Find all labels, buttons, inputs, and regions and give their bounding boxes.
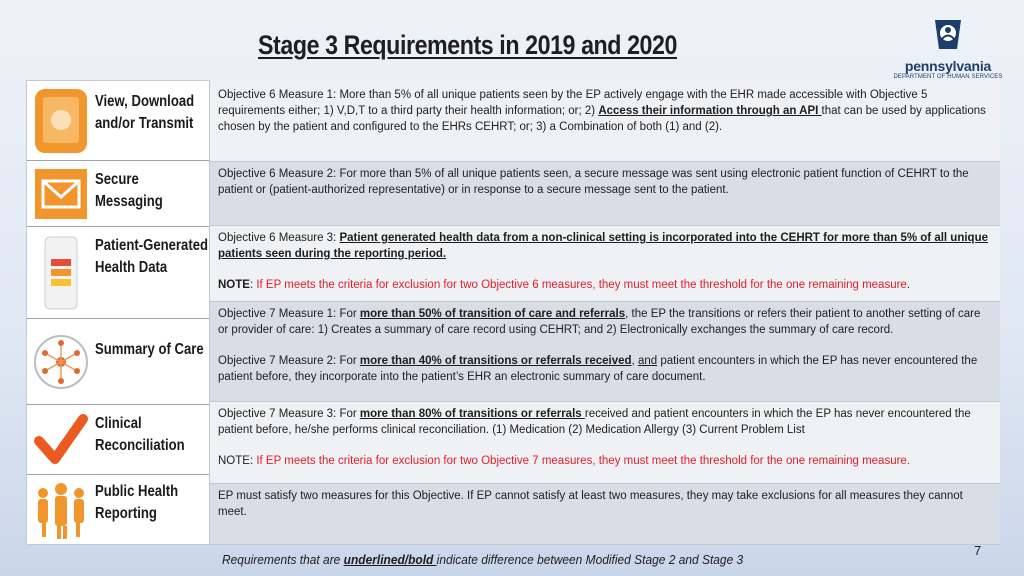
icon-row-secure-messaging [27,161,209,227]
icon-row-view-download [27,81,209,161]
requirements-table [210,80,1000,545]
footnote: Requirements that are underlined/bold indicate difference between Modified Stage 2 and Stage 3 [222,552,744,567]
logo-wordmark: pennsylvania [904,58,992,74]
icon-label-clinical-reconciliation: Clinical Reconciliation [95,415,185,454]
objectives-icon-column [26,80,210,545]
row-objective7-measures1-2: Objective 7 Measure 1: For more than 50% of transition of care and referrals, the EP the transitions or refers their patient to another setting of care or provider of care: 1) Creates a summary of care record using CEHRT; and 2) Electronically exchanges the summary of care record. Objective 7 Measure 2: For more than 40% of transitions or referrals received, and patient encounters in which the EP has never encountered the patient before, they incorporate into the patient’s EHR an electronic summary of care document. [210,302,1000,402]
icon-row-patient-generated [27,227,209,319]
icon-label-summary-of-care: Summary of Care [95,341,204,358]
icon-label-secure-messaging: Secure Messaging [95,171,163,210]
row-objective6-measure2: Objective 6 Measure 2: For more than 5% of all unique patients seen, a secure message was sent using electronic patient function of CEHRT to the patient or (patient-authorized representative) or in response to a secure message sent to the patient. [210,162,1000,226]
icon-label-patient-generated: Patient-Generated Health Data [95,237,209,276]
page-title: Stage 3 Requirements in 2019 and 2020 [258,30,678,60]
people-group-icon [33,479,89,541]
dhs-logo [888,18,1008,80]
icon-row-summary-of-care [27,319,209,405]
row-objective6-measure3: Objective 6 Measure 3: Patient generated health data from a non-clinical setting is incorporated into the CEHRT for more than 5% of all unique patients seen during the reporting period. NOTE: If EP meets the criteria for exclusion for two Objective 6 measures, they must meet the threshold for the one remaining measure. [210,226,1000,302]
care-network-icon [33,329,89,395]
keystone-icon [932,18,964,52]
icon-row-public-health [27,475,209,544]
page-number: 7 [974,543,982,558]
row-objective6-measure1: Objective 6 Measure 1: More than 5% of all unique patients seen by the EP actively engage with the EHR made accessible with Objective 5 requirements either; 1) V,D,T to a third party their health information; or; 2) Access their information through an API that can be used by applications chosen by the patient and configured to the EHRs CEHRT; or; 3) a Combination of both (1) and (2). [210,80,1000,162]
row-objective7-measure3: Objective 7 Measure 3: For more than 80% of transitions or referrals received and patient encounters in which the EP has never encountered the patient before, he/she performs clinical reconciliation. (1) Medication (2) Medication Allergy (3) Current Problem List NOTE: If EP meets the criteria for exclusion for two Objective 7 measures, they must meet the threshold for the one remaining measure. [210,402,1000,484]
icon-row-clinical-reconciliation [27,405,209,475]
logo-subtitle: DEPARTMENT OF HUMAN SERVICES [893,74,1003,80]
icon-label-public-health: Public Health Reporting [95,483,179,522]
icon-label-view-download: View, Download and/or Transmit [95,93,195,132]
health-data-device-icon [33,235,89,311]
mobile-app-icon [33,87,89,155]
envelope-icon [33,167,89,221]
row-public-health-reporting: EP must satisfy two measures for this Objective. If EP cannot satisfy at least two measures, they may take exclusions for all measures they cannot meet. [210,484,1000,545]
checkmark-icon [33,411,89,469]
